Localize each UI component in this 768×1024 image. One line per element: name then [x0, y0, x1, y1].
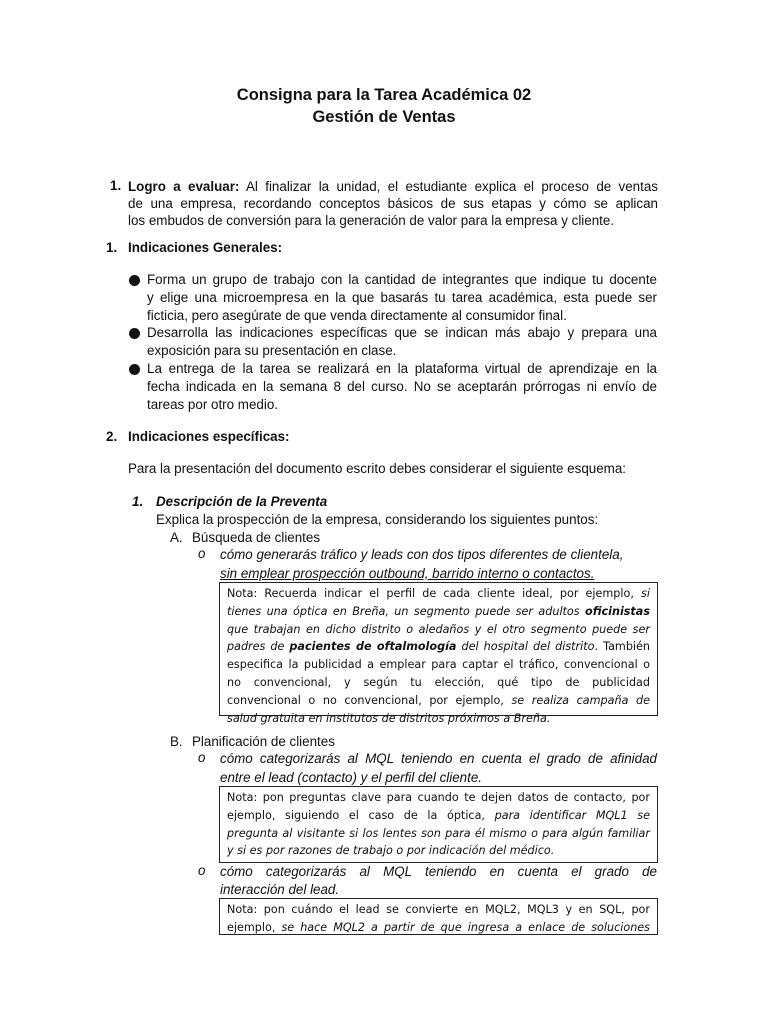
note-a-line3: que trabajan en dicho distrito o aledaños y el otro segmento puede ser	[227, 622, 650, 636]
generales-b3-line3: tareas por otro medio.	[147, 397, 278, 412]
note-a-line1: Nota: Recuerda indicar el perfil de cada cliente ideal, por ejemplo, si	[227, 587, 650, 600]
note-a-line2: tienes una óptica en Breña, un segmento puede ser adultos oficinistas	[227, 604, 650, 618]
b-item2-line1: cómo categorizarás al MQL teniendo en cuenta el grado de	[220, 864, 657, 879]
logro-line2: de una empresa, recordando conceptos básicos de sus etapas y cómo se aplican	[128, 196, 658, 211]
b-item1-line2: entre el lead (contacto) y el perfil del cliente.	[220, 770, 483, 785]
note-b1-line4: y si es por razones de trabajo o por indicación del médico.	[227, 844, 555, 858]
note-b1-line1: Nota: pon preguntas clave para cuando te dejen datos de contacto, por	[227, 791, 650, 804]
generales-b1-line2: y elige una microempresa en la que basarás tu tarea académica, esta puede ser	[147, 290, 657, 305]
logro-line3: los embudos de conversión para la generación de valor para la empresa y cliente.	[128, 213, 615, 228]
note-a-line8: salud gratuita en institutos de distritos próximos a Breña.	[227, 711, 551, 725]
logro-label: Logro a evaluar:	[128, 179, 240, 194]
note-b1-line3: pregunta al visitante si los lentes son para él mismo o para algún familiar	[227, 826, 650, 840]
note-a-line6: no convencional, y según tu elección, qué tipo de publicidad	[227, 675, 650, 689]
b-item2-marker: o	[198, 863, 206, 878]
generales-b2-line2: exposición para su presentación en clase.	[147, 343, 397, 358]
especificas-intro: Para la presentación del documento escrito debes considerar el siguiente esquema:	[128, 461, 626, 476]
generales-b1-line3: ficticia, pero asegúrate de que venda directamente al consumidor final.	[147, 308, 567, 323]
section-intro: Explica la prospección de la empresa, considerando los siguientes puntos:	[156, 512, 599, 527]
note-b2-line1: Nota: pon cuándo el lead se convierte en MQL2, MQL3 y en SQL, por	[227, 903, 650, 916]
especificas-heading: Indicaciones específicas:	[128, 429, 290, 444]
section-title: Descripción de la Preventa	[156, 494, 328, 509]
note-box-b2	[219, 898, 658, 935]
note-box-b1	[219, 786, 658, 863]
a-title: Búsqueda de clientes	[192, 530, 321, 545]
b-item1-marker: o	[198, 750, 206, 765]
bullet-icon	[129, 275, 140, 286]
a-item-line1: cómo generarás tráfico y leads con dos tipos diferentes de clientela,	[220, 547, 624, 562]
document-title-line2: Gestión de Ventas	[312, 108, 456, 126]
generales-heading: Indicaciones Generales:	[128, 240, 283, 255]
logro-text: Al finalizar la unidad, el estudiante explica el proceso de ventas	[239, 179, 658, 194]
note-a-line5: especifica la publicidad a emplear para captar el tráfico, convencional o	[227, 658, 650, 672]
bullet-icon	[129, 364, 140, 375]
a-item-marker: o	[198, 546, 206, 561]
note-box-a	[219, 582, 658, 725]
logro-number: 1.	[110, 178, 122, 193]
especificas-number: 2.	[106, 429, 118, 444]
b-item2-line2: interacción del lead.	[220, 882, 340, 897]
generales-b2-line1: Desarrolla las indicaciones específicas que se indican más abajo y prepara una	[147, 325, 657, 340]
bullet-icon	[129, 328, 140, 339]
generales-b3-line1: La entrega de la tarea se realizará en la plataforma virtual de aprendizaje en la	[147, 361, 657, 376]
note-b1-line2: ejemplo, siguiendo el caso de la óptica, para identificar MQL1 se	[227, 808, 650, 822]
b-letter: B.	[170, 734, 183, 749]
generales-number: 1.	[106, 240, 118, 255]
b-title: Planificación de clientes	[192, 734, 335, 749]
a-item-line2: sin emplear prospección outbound, barrido interno o contactos.	[220, 566, 595, 581]
note-a-line4: padres de pacientes de oftalmología del hospital del distrito. También	[227, 640, 651, 654]
document-title-line1: Consigna para la Tarea Académica 02	[236, 86, 532, 104]
note-b2-line2: ejemplo, se hace MQL2 a partir de que ingresa a enlace de soluciones	[227, 920, 650, 934]
section-number: 1.	[132, 494, 144, 509]
generales-b3-line2: fecha indicada en la semana 8 del curso. No se aceptarán prórrogas ni envío de	[147, 379, 657, 394]
note-a-line7: convencional o no convencional, por ejemplo, se realiza campaña de	[227, 693, 650, 707]
b-item1-line1: cómo categorizarás al MQL teniendo en cuenta el grado de afinidad	[220, 751, 657, 766]
generales-b1-line1: Forma un grupo de trabajo con la cantidad de integrantes que indique tu docente	[147, 272, 657, 287]
logro-line1	[128, 178, 658, 196]
a-letter: A.	[170, 530, 183, 545]
